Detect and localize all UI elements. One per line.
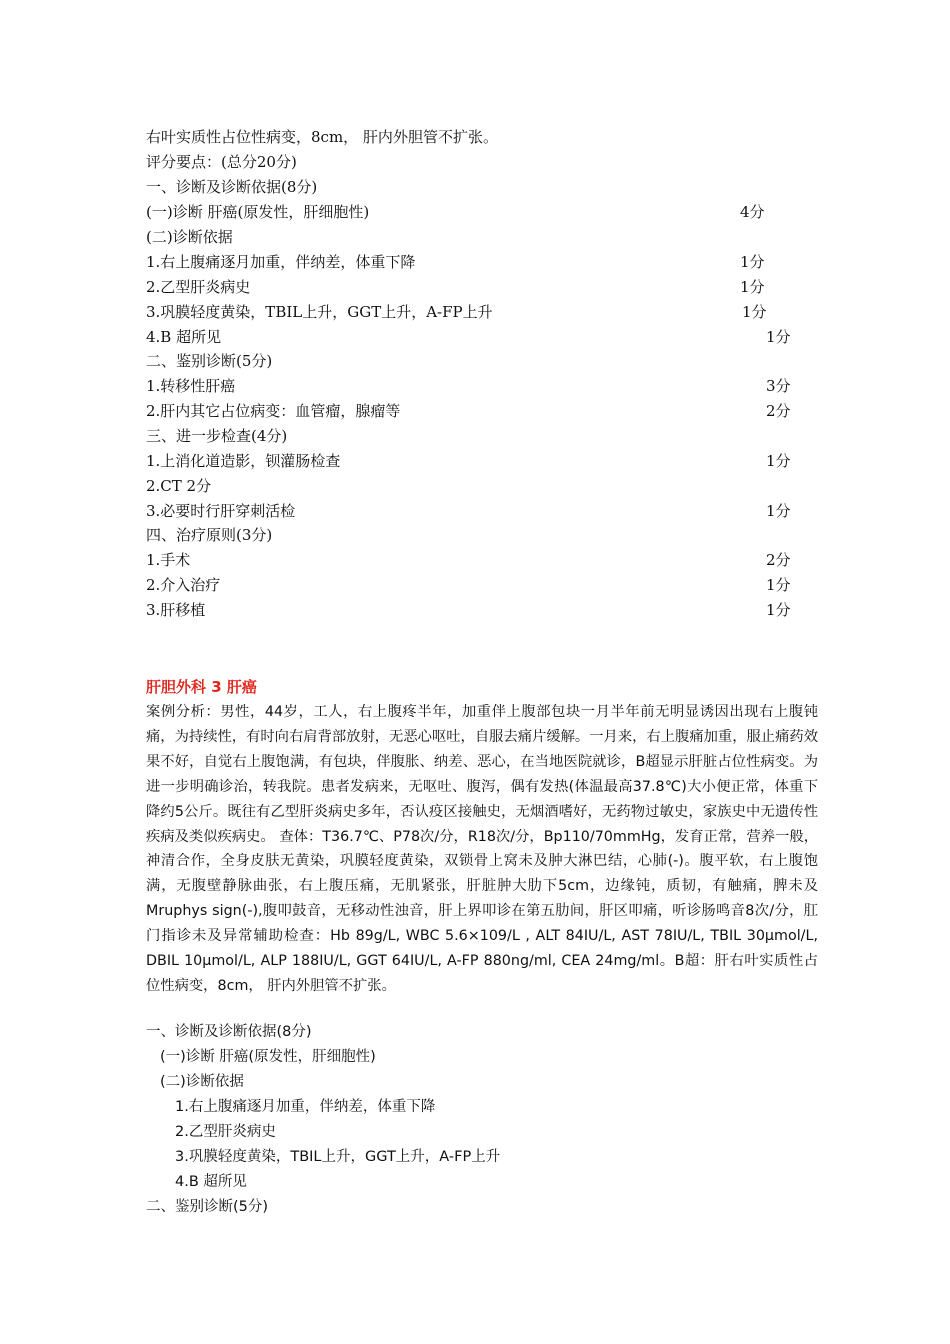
text-line: 1.右上腹痛逐月加重，伴纳差，体重下降 (146, 253, 416, 271)
text-line: 3.巩膜轻度黄染，TBIL上升，GGT上升，A-FP上升 (146, 303, 493, 321)
score-value: 1分 (740, 253, 765, 271)
score-value: 2分 (766, 551, 791, 569)
text-line: 右叶实质性占位性病变，8cm， 肝内外胆管不扩张。 (146, 128, 498, 146)
score-value: 1分 (766, 452, 791, 470)
section-heading: 三、进一步检查(4分) (146, 427, 288, 445)
text-line: 2.CT 2分 (146, 477, 212, 495)
text-line: 3.巩膜轻度黄染，TBIL上升，GGT上升，A-FP上升 (175, 1149, 501, 1165)
text-line: 3.必要时行肝穿刺活检 (146, 502, 296, 520)
score-value: 1分 (742, 303, 767, 321)
case-paragraph: 案例分析：男性，44岁，工人，右上腹疼半年，加重伴上腹部包块一月半年前无明显诱因出现右上腹钝痛，为持续性，有时向右肩背部放射，无恶心呕吐，自服去痛片缓解。一月来，右上腹痛加重，服止痛药效果不好，自觉右上腹饱满，有包块，伴腹胀、纳差、恶心，在当地医院就诊，B超显示肝脏占位性病变。为进一步明确诊治，转我院。患者发病来，无呕吐、腹泻，偶有发热(体温最高37.8℃)大小便正常，体重下降约5公斤。既往有乙型肝炎病史多年，否认疫区接触史，无烟酒嗜好，无药物过敏史，家族史中无遗传性疾病及类似疾病史。 查体：T36.7℃、P78次/分，R18次/分，Bp110/70mmHg，发育正常，营养一般，神清合作，全身皮肤无黄染，巩膜轻度黄染，双锁骨上窝未及肿大淋巴结，心肺(-)。腹平软，右上腹饱满，无腹壁静脉曲张，右上腹压痛，无肌紧张，肝脏肿大肋下5cm，边缘钝，质韧，有触痛，脾未及Mruphys sign(-),腹叩鼓音，无移动性浊音，肝上界叩诊在第五肋间，肝区叩痛，听诊肠鸣音8次/分，肛门指诊未及异常辅助检查：Hb 89g/L, WBC 5.6×109/L , ALT 84IU/L, AST 78IU/L, TBIL 30μmol/L, DBIL 10μmol/L, ALP 188IU/L, GGT 64IU/L, A-FP 880ng/ml, CEA 24mg/ml。B超：肝右叶实质性占位性病变，8cm， 肝内外胆管不扩张。 (146, 704, 818, 994)
score-value: 4分 (740, 203, 765, 221)
score-value: 1分 (766, 328, 791, 346)
text-line: (二)诊断依据 (160, 1074, 244, 1090)
section-heading: 二、鉴别诊断(5分) (146, 352, 273, 370)
text-line: 1.转移性肝癌 (146, 377, 236, 395)
section-heading: 四、治疗原则(3分) (146, 526, 273, 544)
section-heading: 二、鉴别诊断(5分) (146, 1199, 269, 1215)
text-line: (一)诊断 肝癌(原发性，肝细胞性) (146, 203, 370, 221)
text-line: 1.上消化道造影，钡灌肠检查 (146, 452, 341, 470)
text-line: 4.B 超所见 (146, 328, 222, 346)
score-value: 1分 (766, 576, 791, 594)
text-line: 2.介入治疗 (146, 576, 221, 594)
score-value: 2分 (766, 402, 791, 420)
text-line: (二)诊断依据 (146, 228, 233, 246)
text-line: 4.B 超所见 (175, 1174, 247, 1190)
scoring-header: 评分要点：(总分20分) (146, 153, 297, 171)
section-title: 肝胆外科 3 肝癌 (146, 678, 257, 696)
text-line: 1.右上腹痛逐月加重，伴纳差，体重下降 (175, 1099, 436, 1115)
text-line: 2.乙型肝炎病史 (146, 278, 251, 296)
score-value: 1分 (766, 502, 791, 520)
text-line: 2.乙型肝炎病史 (175, 1124, 276, 1140)
score-value: 3分 (766, 377, 791, 395)
text-line: 3.肝移植 (146, 601, 206, 619)
section-heading: 一、诊断及诊断依据(8分) (146, 1024, 312, 1040)
text-line: 2.肝内其它占位病变：血管瘤，腺瘤等 (146, 402, 401, 420)
section-heading: 一、诊断及诊断依据(8分) (146, 178, 318, 196)
text-line: (一)诊断 肝癌(原发性，肝细胞性) (160, 1049, 376, 1065)
score-value: 1分 (740, 278, 765, 296)
score-value: 1分 (766, 601, 791, 619)
text-line: 1.手术 (146, 551, 191, 569)
